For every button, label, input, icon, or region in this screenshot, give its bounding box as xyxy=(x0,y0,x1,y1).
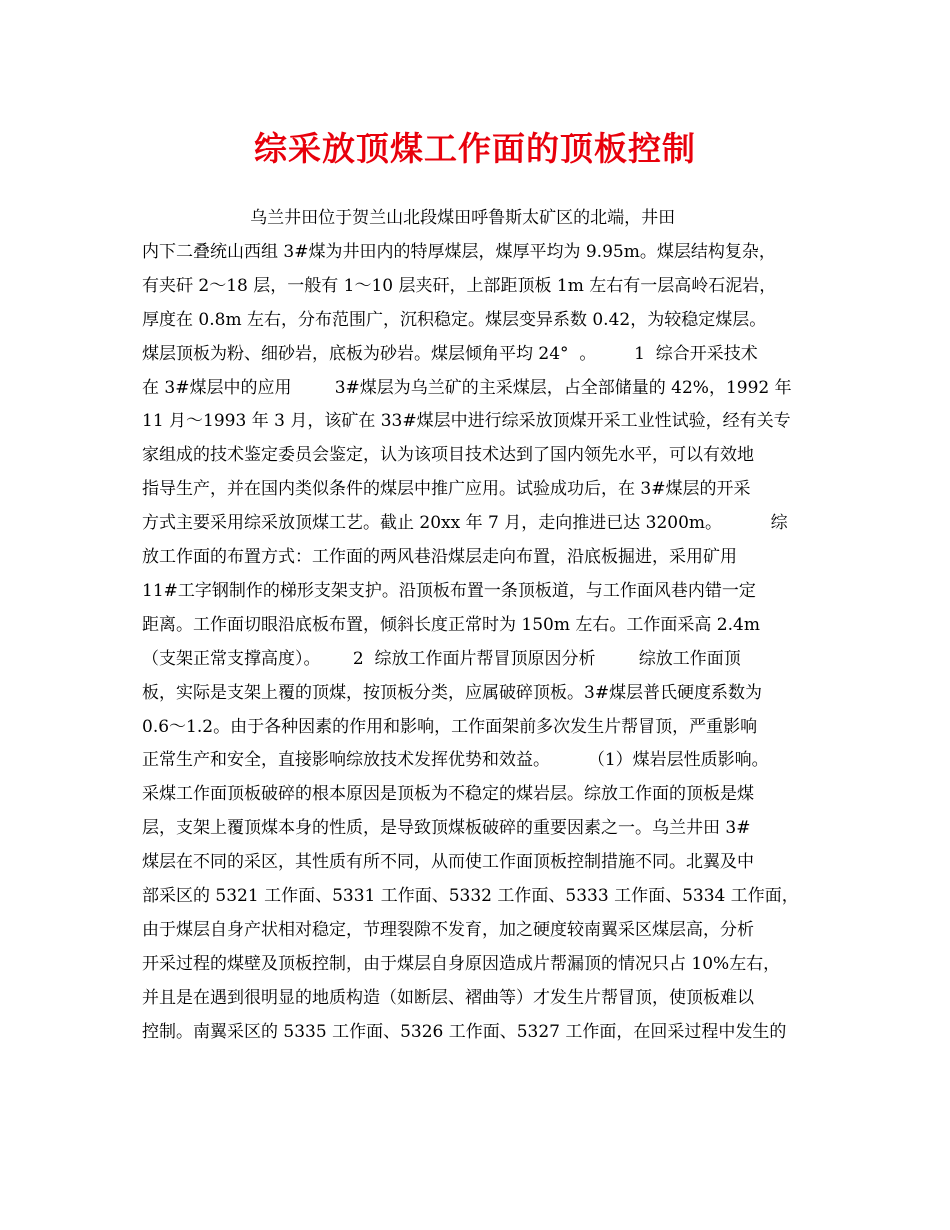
text-line: 11#工字钢制作的梯形支架支护。沿顶板布置一条顶板道，与工作面风巷内错一定 xyxy=(142,580,756,601)
text-line: 有夹矸 2～18 层，一般有 1～10 层夹矸，上部距顶板 1m 左右有一层高岭石泥岩， xyxy=(142,275,777,296)
text-line: 煤层在不同的采区，其性质有所不同，从而使工作面顶板控制措施不同。北翼及中 xyxy=(142,852,754,873)
text-line: 正常生产和安全，直接影响综放技术发挥优势和效益。 （1）煤岩层性质影响。 xyxy=(142,750,769,771)
text-line: 内下二叠统山西组 3#煤为井田内的特厚煤层，煤厚平均为 9.95m。煤层结构复杂， xyxy=(142,241,776,262)
text-line: 采煤工作面顶板破碎的根本原因是顶板为不稳定的煤岩层。综放工作面的顶板是煤 xyxy=(142,784,754,805)
text-line: 层，支架上覆顶煤本身的性质，是导致顶煤板破碎的重要因素之一。乌兰井田 3# xyxy=(142,818,751,839)
text-line: 方式主要采用综采放顶煤工艺。截止 20xx 年 7 月，走向推进已达 3200m。 综 xyxy=(142,513,788,534)
text-line: 厚度在 0.8m 左右，分布范围广，沉积稳定。煤层变异系数 0.42，为较稳定煤层。 xyxy=(142,309,767,330)
text-line: 11 月～1993 年 3 月，该矿在 33#煤层中进行综采放顶煤开采工业性试验，经有关专 xyxy=(142,411,791,432)
text-line: （支架正常支撑高度）。 2 综放工作面片帮冒顶原因分析 综放工作面顶 xyxy=(142,648,741,669)
text-line: 煤层顶板为粉、细砂岩，底板为砂岩。煤层倾角平均 24° 。 1 综合开采技术 xyxy=(142,343,758,364)
text-line: 由于煤层自身产状相对稳定，节理裂隙不发育，加之硬度较南翼采区煤层高，分析 xyxy=(142,919,754,940)
text-line: 开采过程的煤壁及顶板控制，由于煤层自身原因造成片帮漏顶的情况只占 10%左右， xyxy=(142,953,781,974)
text-line: 家组成的技术鉴定委员会鉴定，认为该项目技术达到了国内领先水平，可以有效地 xyxy=(142,445,754,466)
text-line: 0.6～1.2。由于各种因素的作用和影响，工作面架前多次发生片帮冒顶，严重影响 xyxy=(142,716,758,737)
text-line: 放工作面的布置方式：工作面的两风巷沿煤层走向布置，沿底板掘进，采用矿用 xyxy=(142,547,737,567)
text-line: 板，实际是支架上覆的顶煤，按顶板分类，应属破碎顶板。3#煤层普氏硬度系数为 xyxy=(142,682,763,703)
document-title: 综采放顶煤工作面的顶板控制 xyxy=(254,129,696,168)
text-line: 距离。工作面切眼沿底板布置，倾斜长度正常时为 150m 左右。工作面采高 2.4m xyxy=(142,614,760,635)
text-line: 乌兰井田位于贺兰山北段煤田呼鲁斯太矿区的北端，井田 xyxy=(142,208,676,228)
text-line: 部采区的 5321 工作面、5331 工作面、5332 工作面、5333 工作面、5334 工作面， xyxy=(142,886,799,906)
text-line: 并且是在遇到很明显的地质构造（如断层、褶曲等）才发生片帮冒顶，使顶板难以 xyxy=(142,987,754,1008)
text-line: 指导生产，并在国内类似条件的煤层中推广应用。试验成功后，在 3#煤层的开采 xyxy=(142,479,751,500)
text-line: 控制。南翼采区的 5335 工作面、5326 工作面、5327 工作面，在回采过程中发生的 xyxy=(142,1021,787,1042)
text-line: 在 3#煤层中的应用 3#煤层为乌兰矿的主采煤层，占全部储量的 42%，1992 年 xyxy=(142,377,792,398)
